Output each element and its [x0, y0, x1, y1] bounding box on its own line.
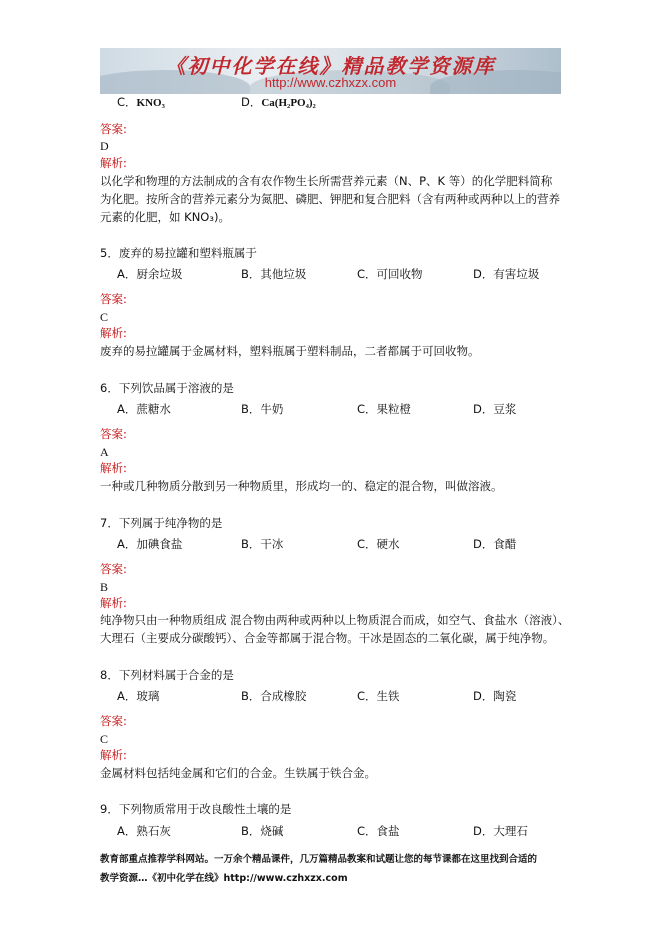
option-a[interactable]: A．玻璃 [117, 689, 160, 703]
option-d[interactable]: D．陶瓷 [473, 689, 517, 703]
option-a[interactable]: A．厨余垃圾 [117, 267, 183, 281]
answer-label: 答案: [100, 122, 127, 136]
answer-label: 答案: [100, 562, 127, 576]
option-c[interactable]: C．食盐 [357, 824, 400, 838]
option-d[interactable]: D．有害垃圾 [473, 267, 540, 281]
answer-value: C [100, 732, 109, 746]
analysis-text: 纯净物只由一种物质组成 混合物由两种或两种以上物质混合而成，如空气、食盐水（溶液）、 [100, 613, 570, 627]
analysis-text: 金属材料包括纯金属和它们的合金。生铁属于铁合金。 [100, 766, 376, 780]
analysis-label: 解析: [100, 596, 127, 610]
analysis-label: 解析: [100, 156, 127, 170]
analysis-label: 解析: [100, 461, 127, 475]
question-9-options [0, 823, 661, 839]
header-banner [100, 48, 561, 94]
answer-value: A [100, 445, 109, 459]
analysis-text: 大理石（主要成分碳酸钙）、合金等都属于混合物。干冰是固态的二氧化碳，属于纯净物。 [100, 631, 555, 645]
footer-text: 教学资源…《初中化学在线》http://www.czhxzx.com [100, 873, 348, 884]
option-d[interactable]: D．豆浆 [473, 402, 517, 416]
option-b[interactable]: B．其他垃圾 [241, 267, 307, 281]
answer-value: D [100, 139, 109, 153]
question-7-options [0, 536, 661, 552]
question-8-options [0, 688, 661, 704]
footer-text: 教育部重点推荐学科网站。一万余个精品课件，几万篇精品教案和试题让您的每节课都在这里找到合适的 [100, 854, 538, 865]
option-c: C．KNO₃ [117, 95, 165, 109]
option-c[interactable]: C．果粒橙 [357, 402, 412, 416]
analysis-text: 元素的化肥，如 KNO₃)。 [100, 210, 230, 224]
banner-url[interactable]: http://www.czhxzx.com [264, 75, 397, 90]
question-7-stem: 7．下列属于纯净物的是 [100, 516, 223, 530]
analysis-text: 为化肥。按所含的营养元素分为氮肥、磷肥、钾肥和复合肥料（含有两种或两种以上的营养 [100, 192, 560, 206]
answer-label: 答案: [100, 427, 127, 441]
answer-label: 答案: [100, 714, 127, 728]
analysis-label: 解析: [100, 748, 127, 762]
option-a[interactable]: A．蔗糖水 [117, 402, 171, 416]
question-6-options [0, 401, 661, 417]
banner-title: 《初中化学在线》精品教学资源库 [165, 54, 496, 78]
question-8-stem: 8．下列材料属于合金的是 [100, 668, 234, 682]
analysis-text: 废弃的易拉罐属于金属材料，塑料瓶属于塑料制品，二者都属于可回收物。 [100, 344, 480, 358]
answer-label: 答案: [100, 292, 127, 306]
analysis-label: 解析: [100, 326, 127, 340]
option-c[interactable]: C．硬水 [357, 537, 400, 551]
option-a[interactable]: A．加碘食盐 [117, 537, 183, 551]
answer-value: C [100, 310, 109, 324]
analysis-text: 以化学和物理的方法制成的含有农作物生长所需营养元素（N、P、K 等）的化学肥料简称 [100, 174, 553, 188]
analysis-text: 一种或几种物质分散到另一种物质里，形成均一的、稳定的混合物，叫做溶液。 [100, 479, 503, 493]
option-b[interactable]: B．烧碱 [241, 824, 284, 838]
option-c[interactable]: C．可回收物 [357, 267, 423, 281]
question-9-stem: 9．下列物质常用于改良酸性土壤的是 [100, 802, 292, 816]
option-d: D．Ca(H₂PO₄)₂ [241, 95, 316, 109]
option-b[interactable]: B．合成橡胶 [241, 689, 307, 703]
question-6-stem: 6．下列饮品属于溶液的是 [100, 381, 234, 395]
option-d[interactable]: D．大理石 [473, 824, 528, 838]
option-d[interactable]: D．食醋 [473, 537, 517, 551]
option-a[interactable]: A．熟石灰 [117, 824, 171, 838]
answer-value: B [100, 580, 109, 594]
option-b[interactable]: B．牛奶 [241, 402, 284, 416]
question-5-stem: 5．废弃的易拉罐和塑料瓶属于 [100, 246, 257, 260]
option-c[interactable]: C．生铁 [357, 689, 400, 703]
prev-options [0, 94, 661, 110]
option-b[interactable]: B．干冰 [241, 537, 284, 551]
question-5-options [0, 266, 661, 282]
